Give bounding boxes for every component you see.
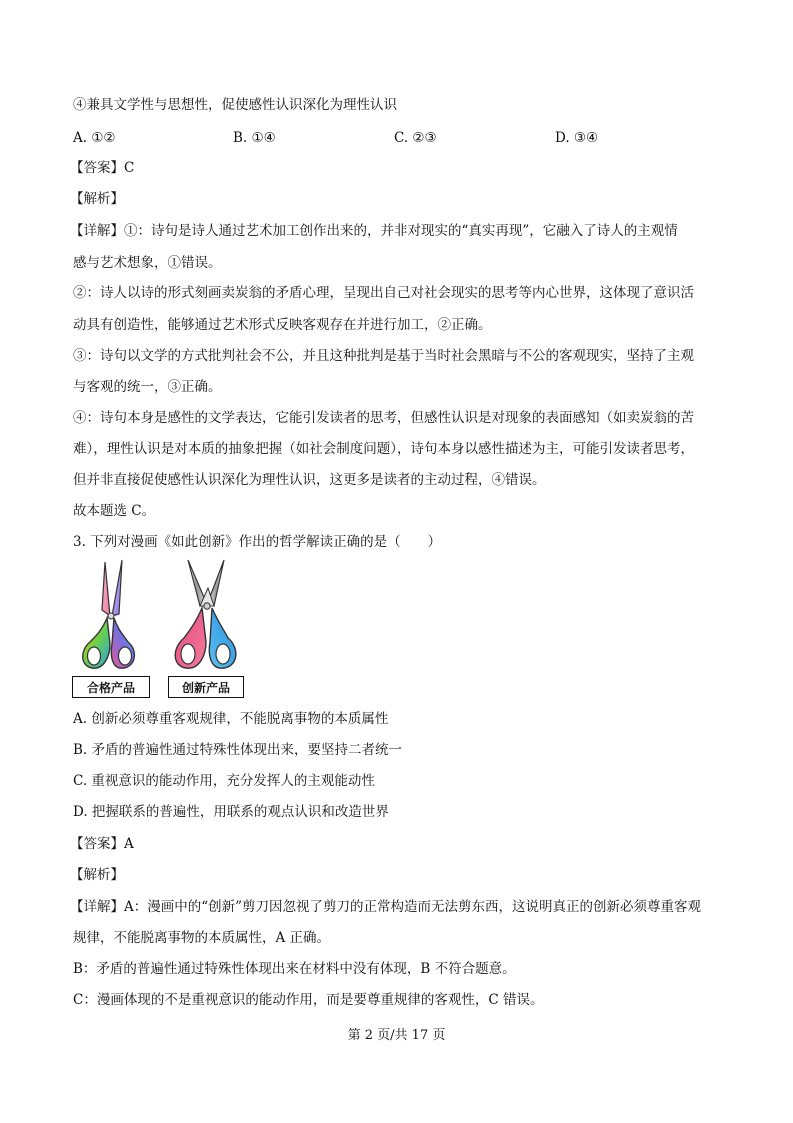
q3-option-d: D. 把握联系的普遍性，用联系的观点认识和改造世界 [73, 804, 389, 820]
q2-detail-line: 动具有创造性，能够通过艺术形式反映客观存在并进行加工，②正确。 [73, 317, 492, 333]
q2-answer: 【答案】C [70, 160, 135, 176]
q2-analysis-tag: 【解析】 [70, 191, 124, 207]
q2-option-d: D. ③④ [555, 130, 599, 146]
q3-detail-line: C：漫画体现的不是重视意识的能动作用，而是要尊重规律的客观性，C 错误。 [73, 992, 544, 1008]
page-footer: 第 2 页/共 17 页 [347, 1028, 446, 1043]
q2-detail-line: 但并非直接促使感性认识深化为理性认识，这更多是读者的主动过程，④错误。 [73, 472, 546, 488]
q3-analysis-tag: 【解析】 [70, 867, 124, 883]
q2-detail-line: 与客观的统一，③正确。 [73, 379, 222, 395]
scissors-reversed-icon [175, 560, 236, 668]
q2-option-a: A. ①② [73, 130, 116, 146]
caption-innovative-product: 创新产品 [168, 676, 244, 698]
q3-option-a: A. 创新必须尊重客观规律，不能脱离事物的本质属性 [73, 711, 389, 727]
q3-detail-line: B：矛盾的普遍性通过特殊性体现出来在材料中没有体现，B 不符合题意。 [73, 961, 516, 977]
scissors-normal-icon [83, 560, 135, 668]
q2-conclusion: 故本题选 C。 [73, 503, 156, 519]
q3-detail-line: 【详解】A：漫画中的“创新”剪刀因忽视了剪刀的正常构造而无法剪东西，这说明真正的创新必须尊重客观 [70, 899, 702, 915]
q3-answer: 【答案】A [70, 836, 134, 852]
q2-detail-line: 【详解】①：诗句是诗人通过艺术加工创作出来的，并非对现实的“真实再现”，它融入了诗人的主观情 [70, 223, 678, 239]
q2-detail-line: ②：诗人以诗的形式刻画卖炭翁的矛盾心理，呈现出自己对社会现实的思考等内心世界，这体现了意识活 [73, 285, 694, 301]
q3-stem: 3. 下列对漫画《如此创新》作出的哲学解读正确的是（ ） [73, 534, 442, 550]
q2-option-b: B. ①④ [233, 130, 276, 146]
q2-detail-line: 难），理性认识是对本质的抽象把握（如社会制度问题），诗句本身以感性描述为主，可能引发读者思考， [73, 441, 694, 457]
q3-detail-line: 规律，不能脱离事物的本质属性，A 正确。 [73, 930, 331, 946]
q2-detail-line: ③：诗句以文学的方式批判社会不公，并且这种批判是基于当时社会黑暗与不公的客观现实，坚持了主观 [73, 348, 694, 364]
q3-option-b: B. 矛盾的普遍性通过特殊性体现出来，要坚持二者统一 [73, 742, 403, 758]
q2-detail-line: ④：诗句本身是感性的文学表达，它能引发读者的思考，但感性认识是对现象的表面感知（如卖炭翁的苦 [73, 410, 694, 426]
cartoon-figure [72, 558, 248, 700]
q2-detail-line: 感与艺术想象，①错误。 [73, 255, 222, 271]
q2-item-4: ④兼具文学性与思想性，促使感性认识深化为理性认识 [73, 97, 397, 113]
q3-option-c: C. 重视意识的能动作用，充分发挥人的主观能动性 [73, 773, 375, 789]
caption-qualified-product: 合格产品 [72, 676, 150, 698]
q2-option-c: C. ②③ [394, 130, 437, 146]
